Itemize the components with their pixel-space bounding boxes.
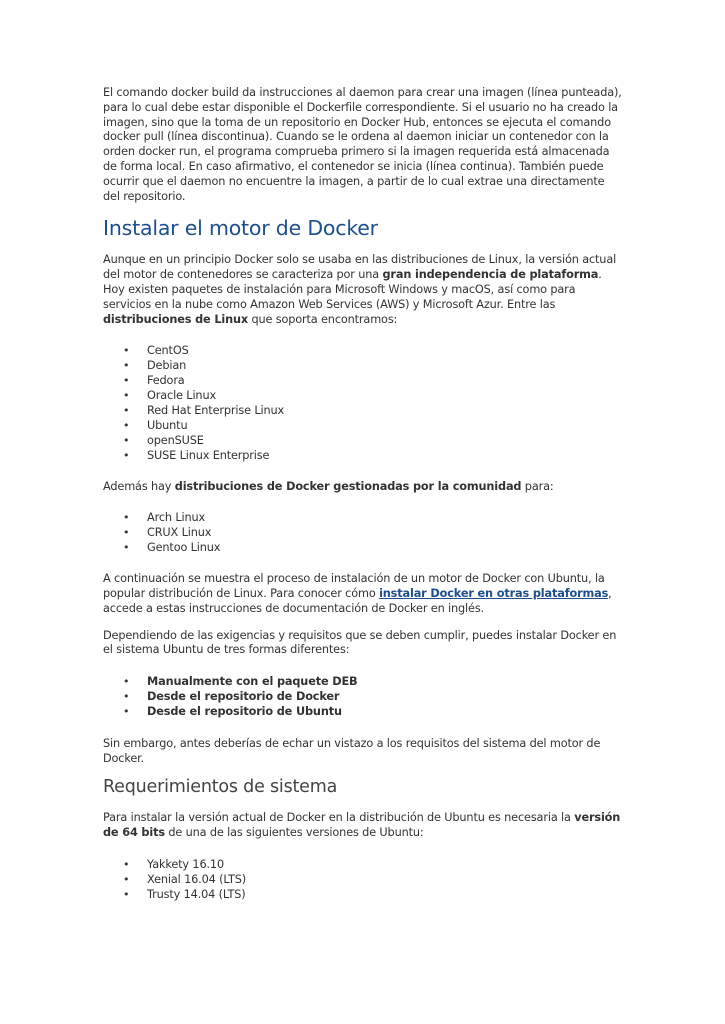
list-item: • Arch Linux <box>103 511 623 526</box>
community-distros-paragraph <box>103 480 623 495</box>
text: Además hay <box>103 479 175 493</box>
linux-distros-list <box>103 344 623 463</box>
text: para: <box>521 479 554 493</box>
list-item: • CentOS <box>103 344 623 359</box>
heading-system-requirements: Requerimientos de sistema <box>103 777 338 798</box>
list-item: • Debian <box>103 359 623 374</box>
text: , accede a estas instrucciones de documentación de Docker en inglés. <box>103 586 612 615</box>
list-item: • Oracle Linux <box>103 389 623 404</box>
ubuntu-install-paragraph <box>103 572 623 616</box>
list-item: • Fedora <box>103 374 623 389</box>
install-other-platforms-link[interactable]: instalar Docker en otras plataformas <box>379 586 609 600</box>
bold-text: Desde el repositorio de Ubuntu <box>147 704 342 718</box>
text: Para instalar la versión actual de Docker en la distribución de Ubuntu es necesaria la <box>103 811 575 825</box>
list-item: • CRUX Linux <box>103 526 623 541</box>
document-page <box>103 86 623 903</box>
requirements-note-paragraph: Sin embargo, antes deberías de echar un vistazo a los requisitos del sistema del motor de Docker. <box>103 736 601 765</box>
list-item: • Gentoo Linux <box>103 541 623 556</box>
text: de una de las siguientes versiones de Ubuntu: <box>164 826 424 840</box>
heading-install-docker-engine: Instalar el motor de Docker <box>103 216 378 241</box>
bold-text: Manualmente con el paquete DEB <box>147 675 358 689</box>
install-methods-intro-paragraph: Dependiendo de las exigencias y requisitos que se deben cumplir, puedes instalar Docker en el sistema Ubuntu de tres formas diferentes: <box>103 628 617 657</box>
list-item: • openSUSE <box>103 434 623 449</box>
text: Aunque en un principio Docker solo se usaba en las distribuciones de Linux, la versión actual del motor de contenedores se caracteriza por una <box>103 253 617 282</box>
bold-text: versión de 64 bits <box>103 811 621 840</box>
bold-text: distribuciones de Linux <box>103 312 249 326</box>
platform-independence-paragraph <box>103 253 623 327</box>
bold-text: gran independencia de plataforma <box>382 268 599 282</box>
64bit-requirement-paragraph <box>103 811 623 841</box>
text: . Hoy existen paquetes de instalación para Microsoft Windows y macOS, así como para servicios en la nube como Amazon Web Services (AWS) y Microsoft Azur. Entre las <box>103 268 602 311</box>
list-item: • Trusty 14.04 (LTS) <box>103 888 623 903</box>
bold-text: distribuciones de Docker gestionadas por la comunidad <box>174 479 522 493</box>
list-item <box>103 675 623 690</box>
list-item: • Ubuntu <box>103 419 623 434</box>
list-item: • SUSE Linux Enterprise <box>103 449 623 464</box>
bold-text: Desde el repositorio de Docker <box>147 690 340 704</box>
community-distros-list <box>103 511 623 556</box>
text: que soporta encontramos: <box>248 312 398 326</box>
ubuntu-versions-list <box>103 858 623 903</box>
list-item: • Yakkety 16.10 <box>103 858 623 873</box>
list-item: • Xenial 16.04 (LTS) <box>103 873 623 888</box>
intro-paragraph: El comando docker build da instrucciones al daemon para crear una imagen (línea punteada), para lo cual debe estar disponible el Dockerfile correspondiente. Si el usuario no ha creado la imagen, sino que la toma de un repositorio en Docker Hub, entonces se ejecuta el comando docker pull (línea discontinua). Cuando se le ordena al daemon iniciar un contenedor con la orden docker run, el programa comprueba primero si la imagen requerida está almacenada de forma local. En caso afirmativo, el contenedor se inicia (línea continua). También puede ocurrir que el daemon no encuentre la imagen, a partir de lo cual extrae una directamente del repositorio. <box>103 86 622 203</box>
list-item <box>103 690 623 705</box>
install-methods-list <box>103 675 623 720</box>
text: A continuación se muestra el proceso de instalación de un motor de Docker con Ubuntu, la popular distribución de Linux. Para conocer cómo <box>103 572 605 600</box>
list-item <box>103 705 623 720</box>
list-item: • Red Hat Enterprise Linux <box>103 404 623 419</box>
